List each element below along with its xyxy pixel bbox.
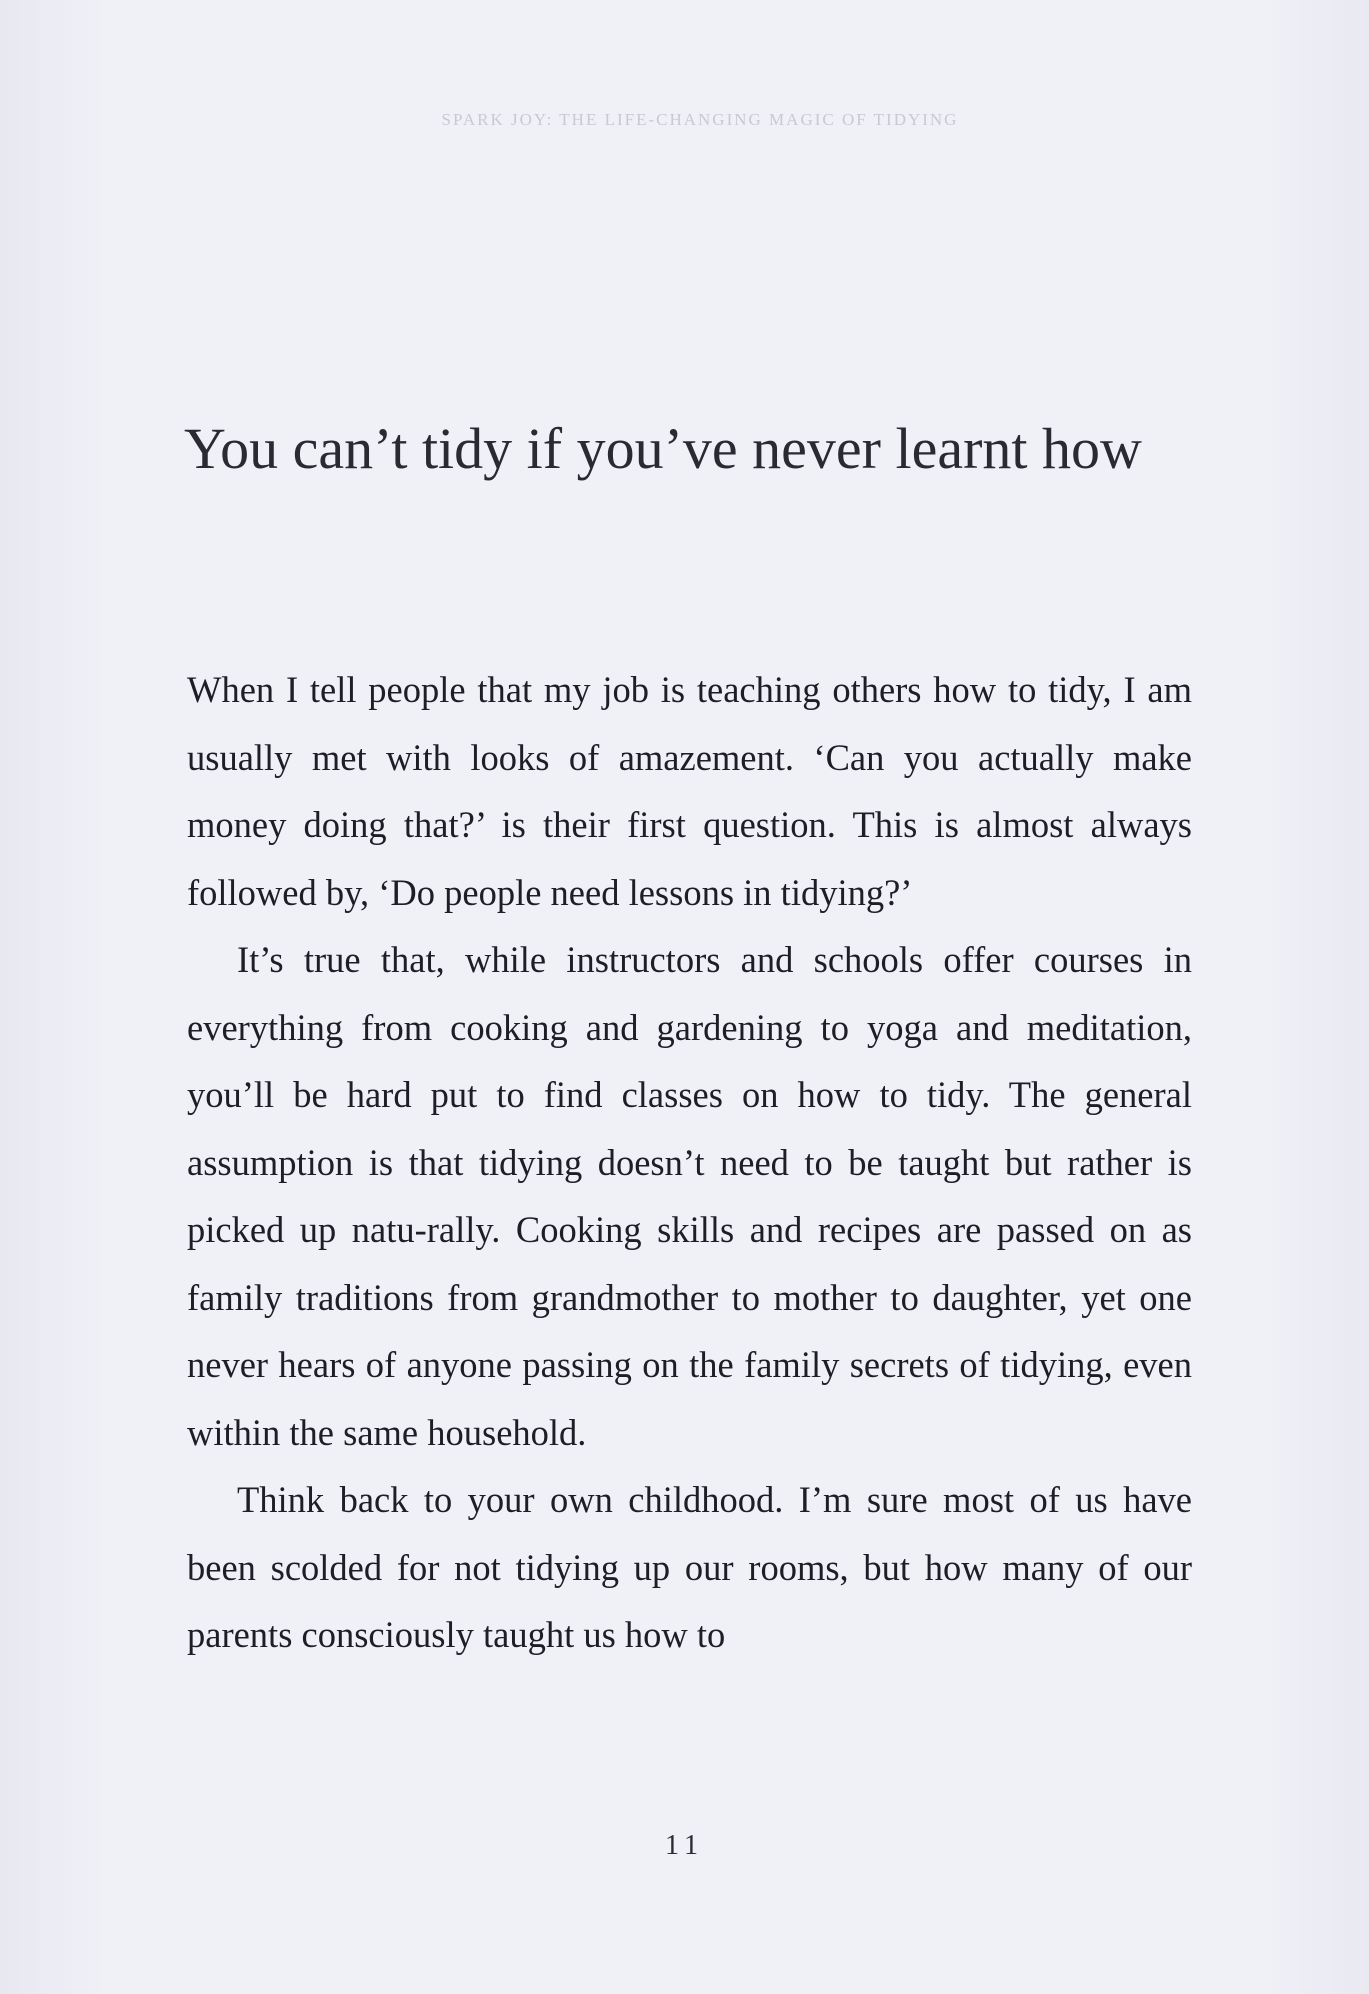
page-number: 11 <box>665 1830 704 1861</box>
chapter-heading: You can’t tidy if you’ve never learnt how <box>184 416 1142 481</box>
paragraph-2: It’s true that, while instructors and schools offer courses in everything from cooking and gardening to yoga and meditation, you’ll be hard put to find classes on how to tidy. The general assumption is that tidying doesn’t need to be taught but rather is picked up natu-rally. Cooking skills and recipes are passed on as family traditions from grandmother to mother to daughter, yet one never hears of anyone passing on the family secrets of tidying, even within the same household. <box>187 939 1192 1453</box>
body-text <box>187 656 1192 1669</box>
paragraph-1: When I tell people that my job is teaching others how to tidy, I am usually met with looks of amazement. ‘Can you actually make money doing that?’ is their first question. This is almost always followed by, ‘Do people need lessons in tidying?’ <box>187 669 1192 913</box>
paragraph-3: Think back to your own childhood. I’m sure most of us have been scolded for not tidying up our rooms, but how many of our parents consciously taught us how to <box>187 1479 1192 1655</box>
show-through-running-header: SPARK JOY: THE LIFE-CHANGING MAGIC OF TIDYING <box>441 110 959 129</box>
